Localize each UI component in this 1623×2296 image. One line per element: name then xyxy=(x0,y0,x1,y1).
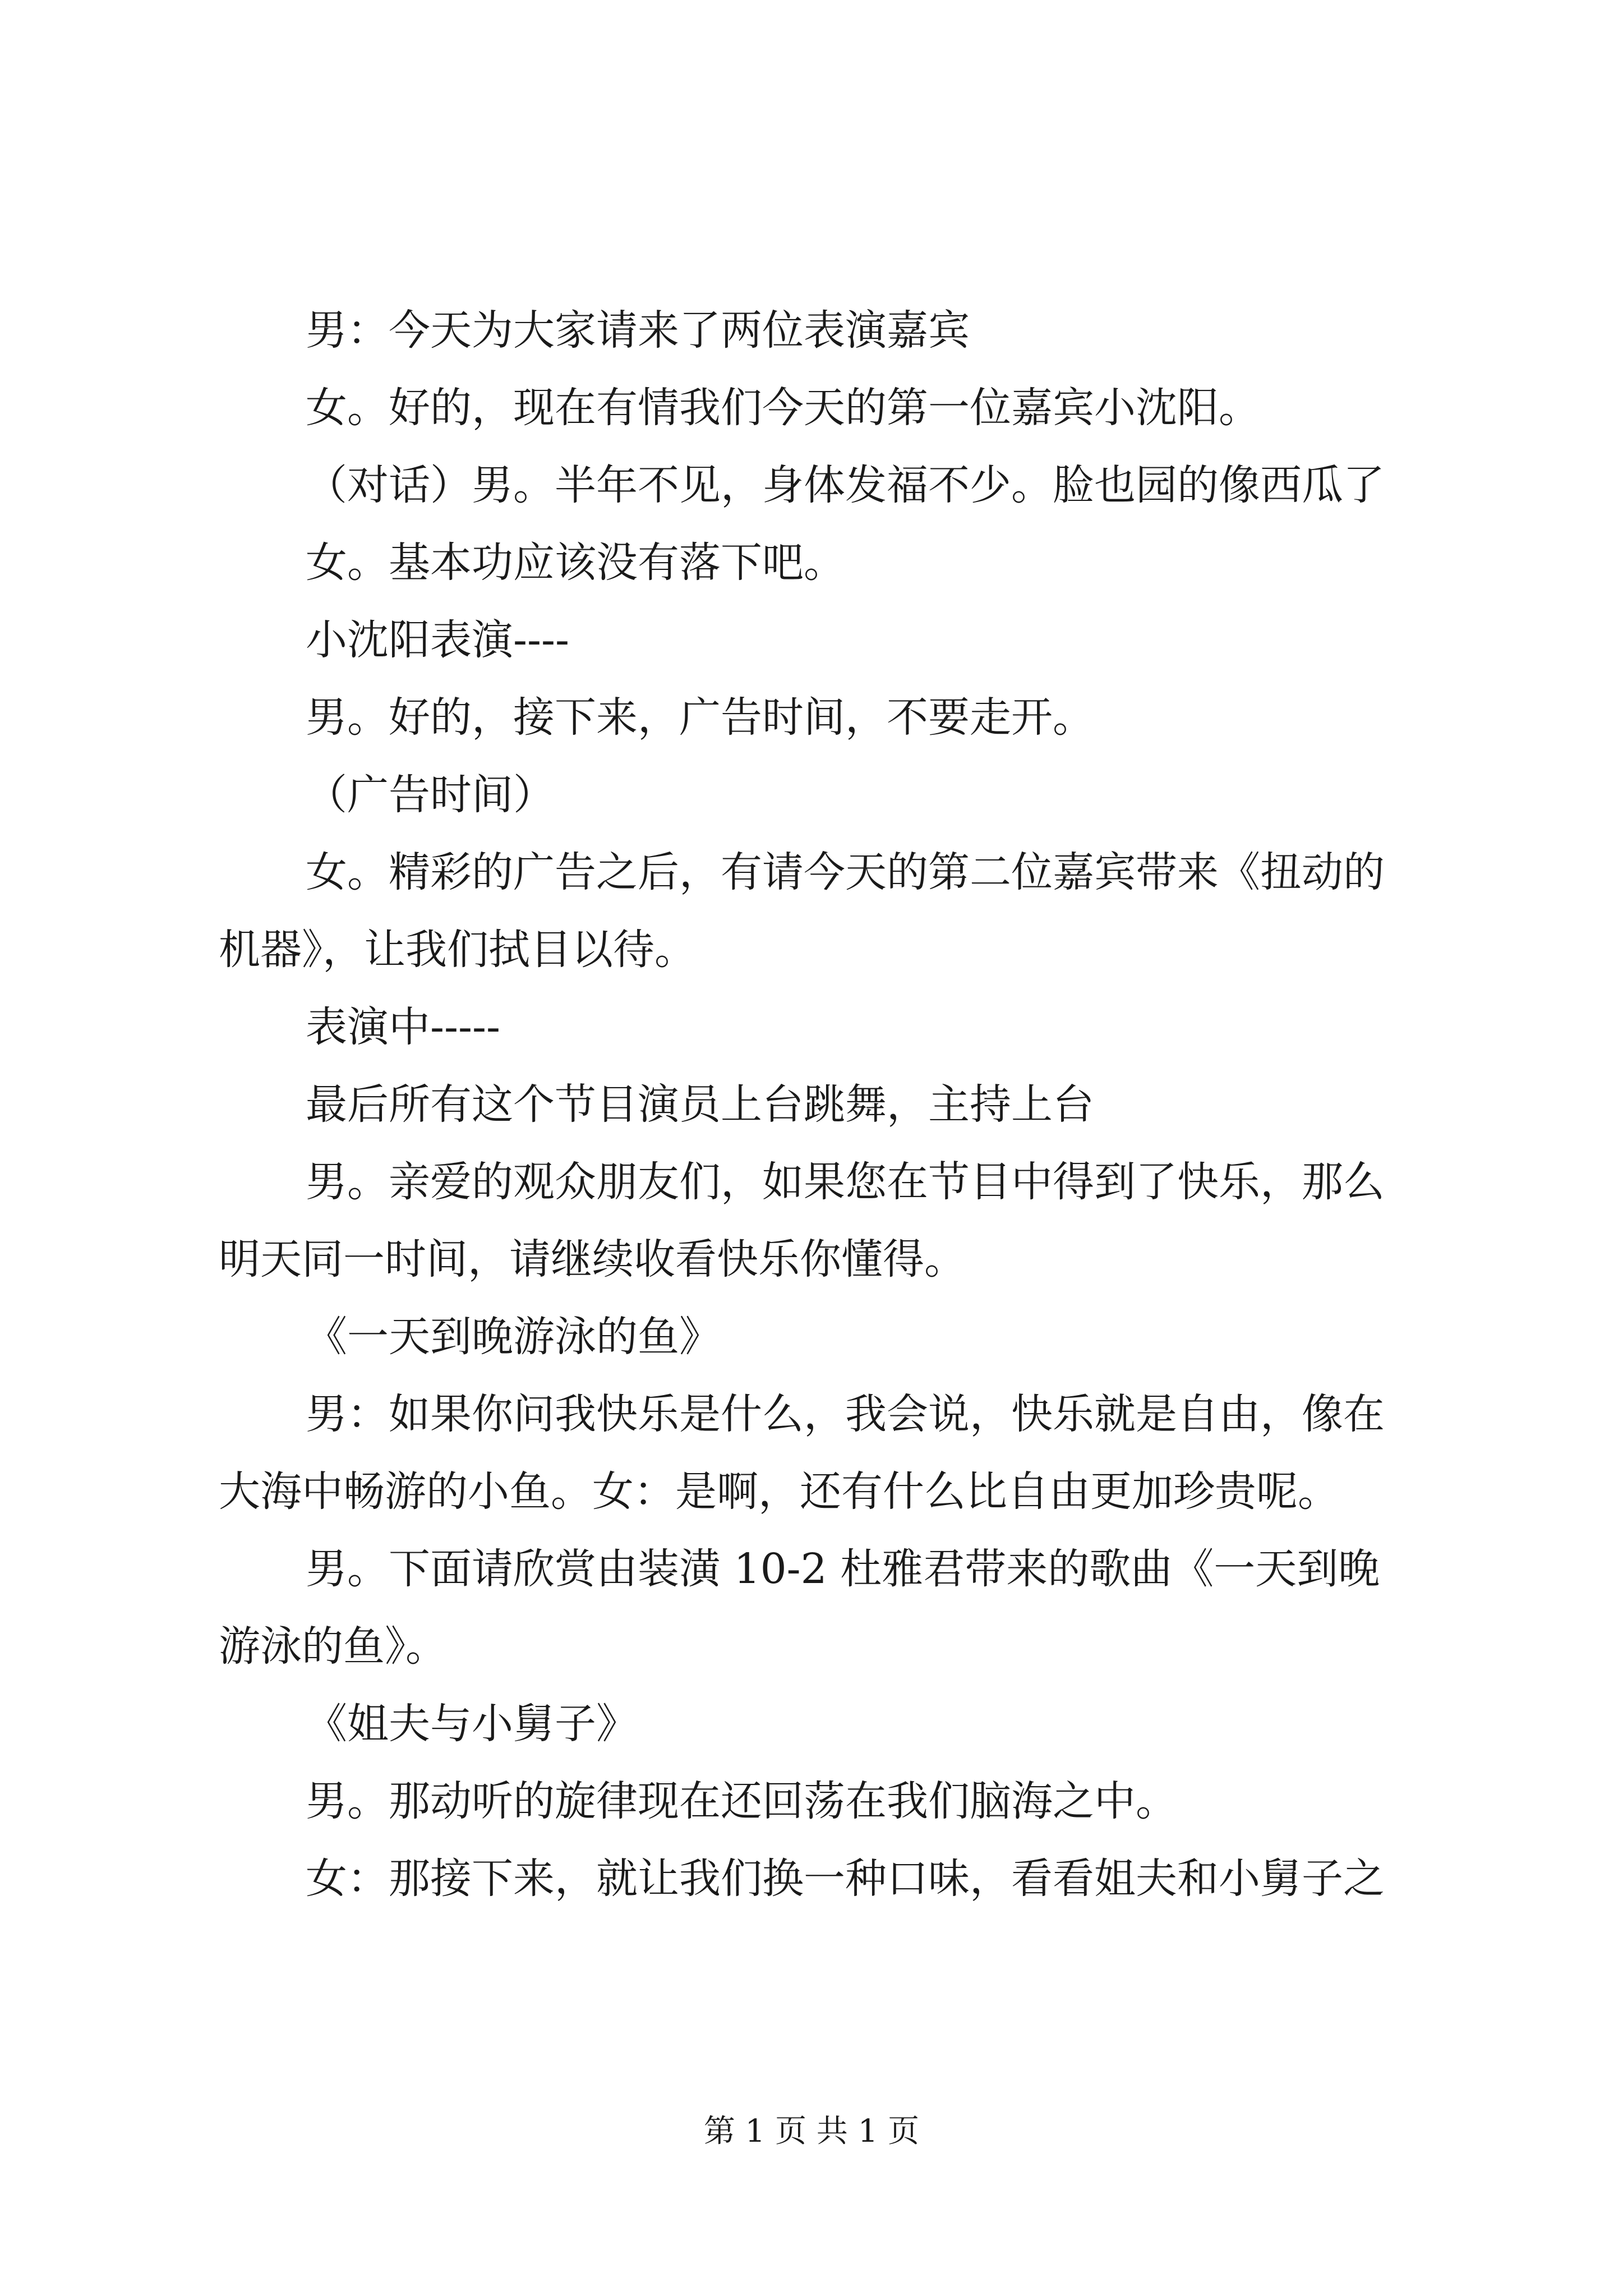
text-line: 女。精彩的广告之后，有请今天的第二位嘉宾带来《扭动的 xyxy=(306,848,1385,896)
text-line: 女。好的，现在有情我们今天的第一位嘉宾小沈阳。 xyxy=(306,384,1260,432)
text-line: 小沈阳表演---- xyxy=(306,616,570,664)
text-line: 男：今天为大家请来了两位表演嘉宾 xyxy=(306,306,970,355)
text-line: 游泳的鱼》。 xyxy=(219,1622,447,1671)
text-line: 《一天到晚游泳的鱼》 xyxy=(306,1313,721,1361)
document-body xyxy=(219,292,1441,1917)
text-line: 男。下面请欣赏由装潢 10-2 杜雅君带来的歌曲《一天到晚 xyxy=(306,1545,1380,1593)
text-line: 机器》，让我们拭目以待。 xyxy=(219,926,696,974)
text-line: 男：如果你问我快乐是什么，我会说，快乐就是自由，像在 xyxy=(306,1390,1385,1438)
text-line: 《姐夫与小舅子》 xyxy=(306,1700,638,1748)
text-line: 男。好的，接下来，广告时间，不要走开。 xyxy=(306,693,1094,742)
text-line: 表演中----- xyxy=(306,1003,501,1051)
text-line: （广告时间） xyxy=(306,771,555,819)
text-line: 女。基本功应该没有落下吧。 xyxy=(306,539,845,587)
text-line: 女：那接下来，就让我们换一种口味，看看姐夫和小舅子之 xyxy=(306,1855,1385,1903)
text-line: 男。亲爱的观众朋友们，如果您在节目中得到了快乐，那么 xyxy=(306,1158,1385,1206)
text-line: 男。那动听的旋律现在还回荡在我们脑海之中。 xyxy=(306,1777,1177,1825)
text-line: 最后所有这个节目演员上台跳舞，主持上台 xyxy=(306,1080,1094,1129)
page-footer: 第 1 页 共 1 页 xyxy=(703,2113,920,2150)
text-line: （对话）男。半年不见，身体发福不少。脸也园的像西瓜了 xyxy=(306,461,1385,509)
text-line: 大海中畅游的小鱼。女：是啊，还有什么比自由更加珍贵呢。 xyxy=(219,1467,1339,1516)
text-line: 明天同一时间，请继续收看快乐你懂得。 xyxy=(219,1235,966,1283)
